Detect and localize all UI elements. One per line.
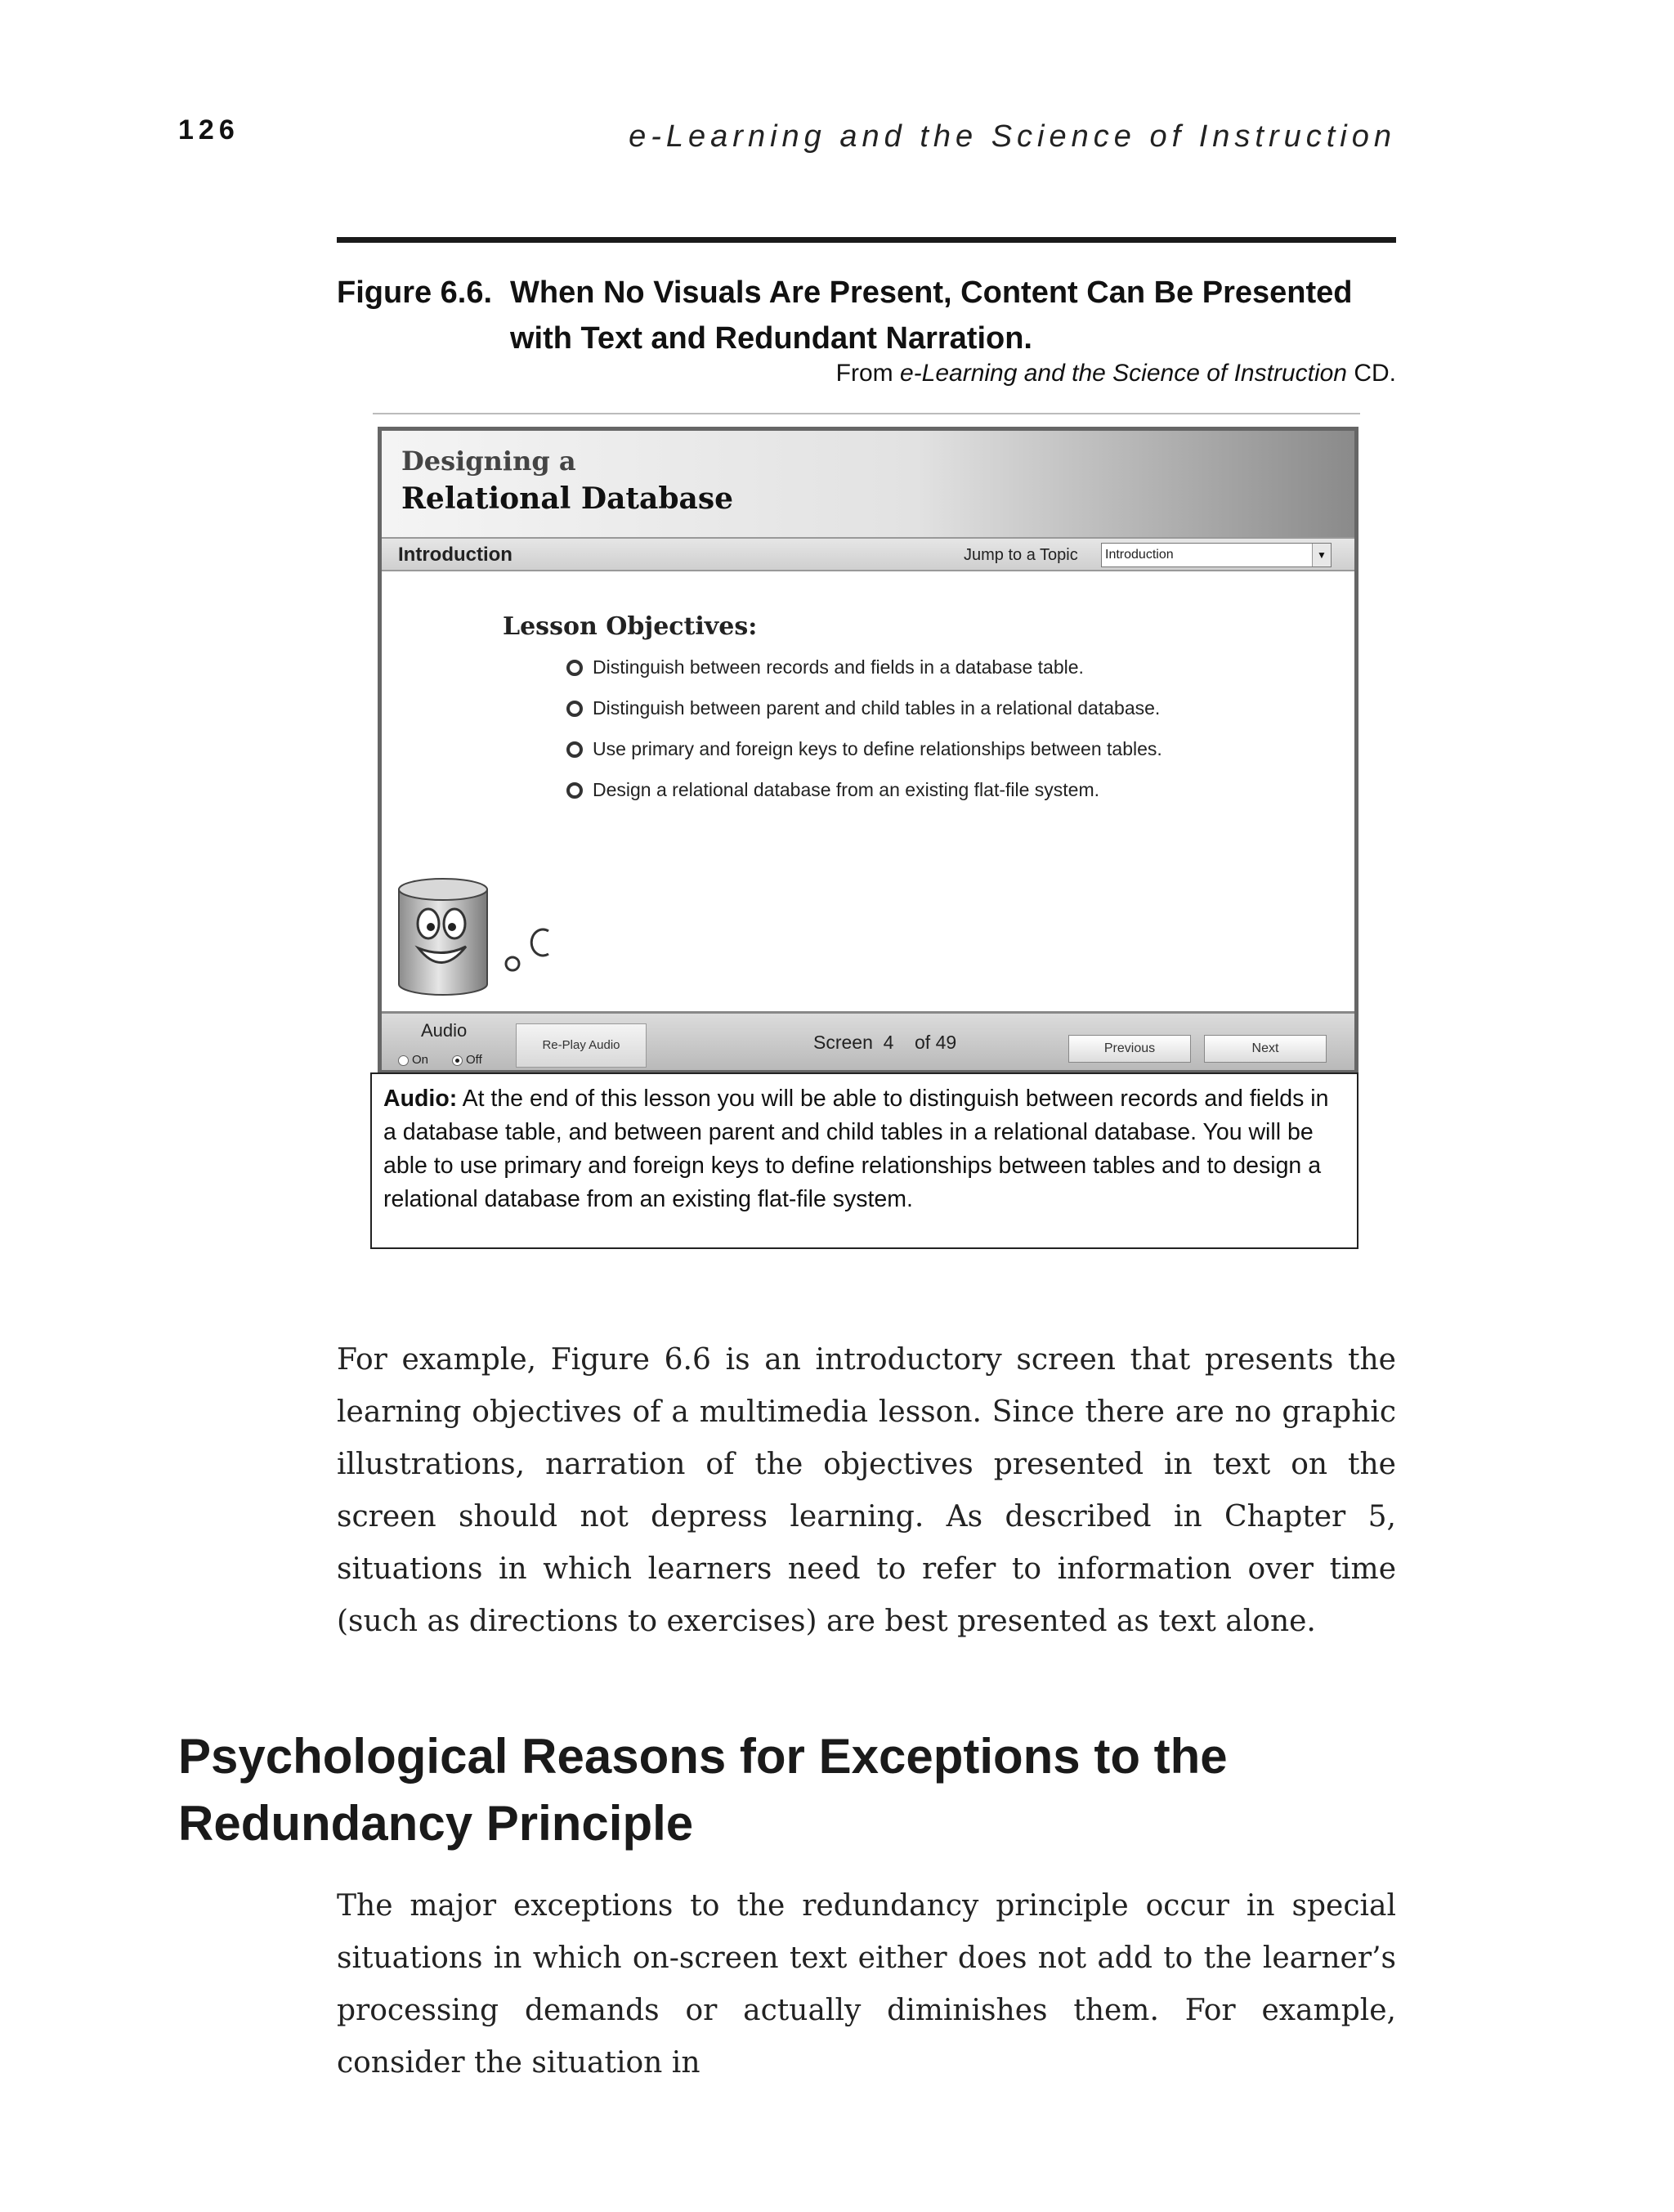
jump-to-topic-label: Jump to a Topic [964, 546, 1078, 564]
screenshot-window-edge [373, 413, 1360, 423]
audio-on-radio[interactable] [398, 1053, 428, 1067]
jump-to-topic-value: Introduction [1105, 548, 1174, 562]
audio-label: Audio [421, 1020, 468, 1041]
figure-title-line1: When No Visuals Are Present, Content Can Be Presented [510, 275, 1353, 310]
bullet-icon [566, 782, 583, 799]
figure-number: Figure 6.6. [337, 275, 493, 310]
bullet-icon [566, 701, 583, 717]
section-heading: Psychological Reasons for Exceptions to the Redundancy Principle [178, 1729, 1228, 1851]
audio-transcript-box [370, 1072, 1358, 1249]
current-topic: Introduction [398, 544, 512, 566]
thought-bubble-icon [501, 913, 566, 978]
radio-on-icon [452, 1055, 463, 1066]
figure-title-line2: with Text and Redundant Narration. [510, 321, 1032, 356]
objectives-list [566, 653, 1162, 817]
course-header [382, 431, 1354, 537]
objective-text: Distinguish between parent and child tables in a relational database. [593, 697, 1161, 719]
audio-transcript-label: Audio: [383, 1086, 458, 1112]
list-item [566, 735, 1162, 776]
list-item [566, 694, 1162, 735]
next-button[interactable]: Next [1204, 1035, 1327, 1063]
audio-on-label: On [412, 1053, 429, 1067]
objectives-title: Lesson Objectives: [503, 612, 758, 641]
objective-text: Distinguish between records and fields in a database table. [593, 656, 1084, 678]
figure-source-suffix: CD. [1347, 360, 1396, 387]
audio-off-label: Off [466, 1053, 482, 1067]
audio-transcript-text: At the end of this lesson you will be able to distinguish between records and fields in a database table, and between parent and child tables in a relational database. You will be able to use primary and foreign keys to define relationships between tables and to design a relational database from an existing flat-file system. [383, 1086, 1329, 1212]
bullet-icon [566, 660, 583, 676]
page-number: 126 [178, 114, 239, 146]
topic-bar [382, 537, 1354, 571]
list-item [566, 653, 1162, 694]
radio-off-icon [398, 1055, 409, 1066]
figure-source-prefix: From [835, 360, 900, 387]
body-paragraph-2: The major exceptions to the redundancy principle occur in special situations in which on-screen text either does not add to the learner’s processing demands or actually diminishes them. For example, consider the situation in [337, 1889, 1396, 2080]
figure-source-title: e-Learning and the Science of Instruction [899, 360, 1347, 387]
chevron-down-icon[interactable]: ▼ [1312, 544, 1331, 566]
audio-off-radio[interactable] [452, 1053, 482, 1067]
figure-rule [337, 237, 1396, 243]
running-head: e-Learning and the Science of Instruction [629, 119, 1396, 154]
figure-source [836, 360, 1396, 387]
objective-text: Design a relational database from an existing flat-file system. [593, 779, 1100, 800]
lesson-screen [378, 427, 1358, 1074]
course-title-line1: Designing a [401, 446, 576, 477]
course-title-line2: Relational Database [401, 481, 734, 516]
previous-button[interactable]: Previous [1068, 1035, 1191, 1063]
bullet-icon [566, 741, 583, 758]
objective-text: Use primary and foreign keys to define relationships between tables. [593, 738, 1162, 759]
screen-counter: Screen 4 of 49 [813, 1032, 957, 1053]
database-mascot-icon [394, 876, 492, 999]
replay-audio-button[interactable]: Re-Play Audio [516, 1023, 647, 1068]
list-item [566, 776, 1162, 817]
figure-caption [337, 270, 1396, 361]
body-paragraph-1: For example, Figure 6.6 is an introductory screen that presents the learning objectives of a multimedia lesson. Since there are no graphic illustrations, narration of the objectives presented in text on the screen should not depress learning. As described in Chapter 5, situations in which learners need to refer to information over time (such as directions to exercises) are best presented as text alone. [337, 1343, 1396, 1638]
jump-to-topic-select[interactable] [1101, 543, 1332, 567]
control-bar [382, 1011, 1354, 1074]
